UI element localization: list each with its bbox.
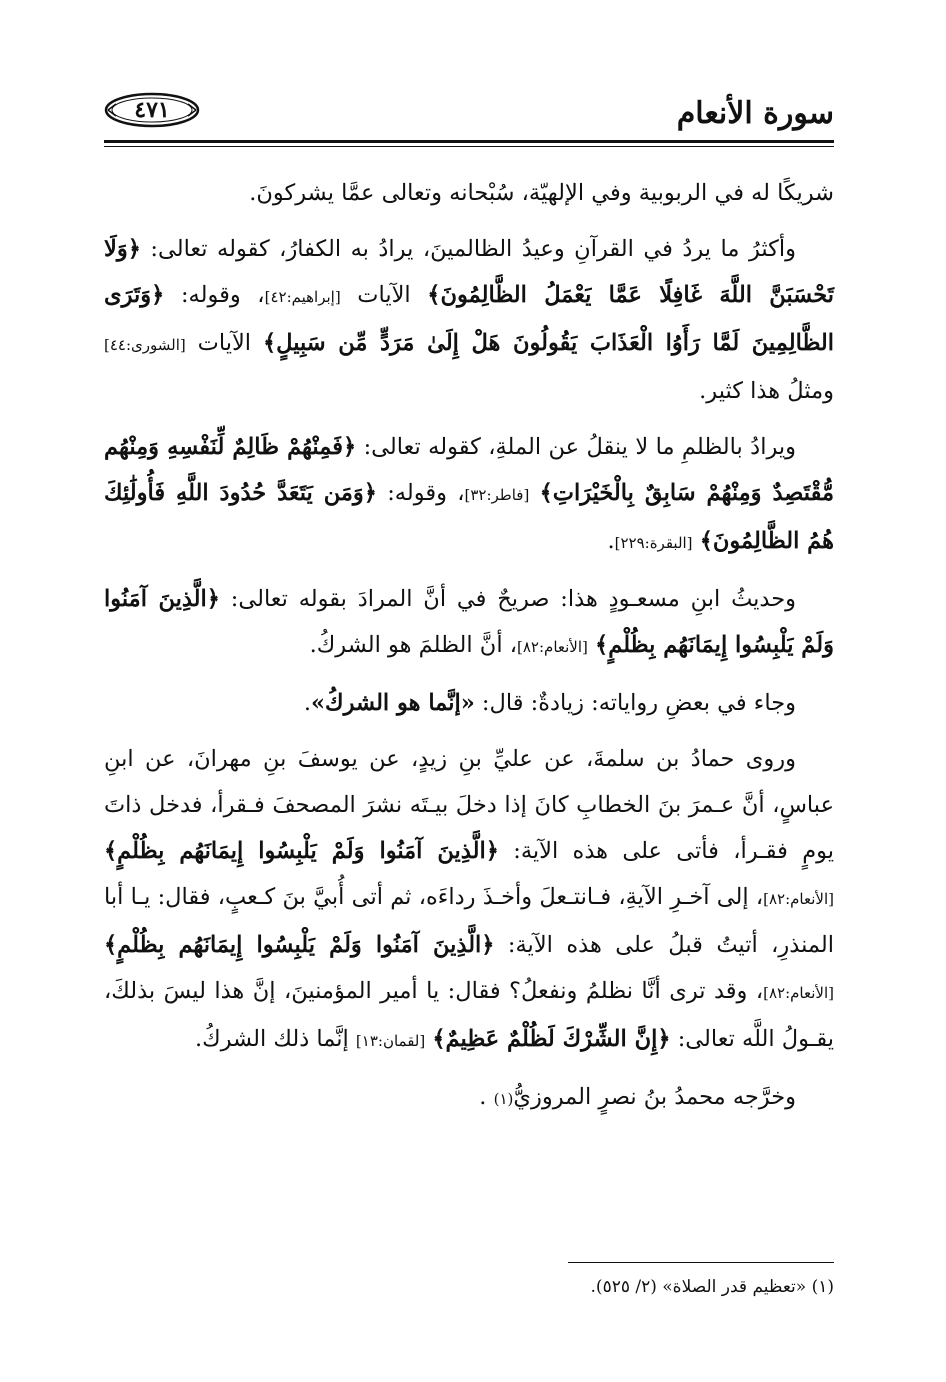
quran-quote: ﴿إِنَّ الشِّرْكَ لَظُلْمٌ عَظِيمٌ﴾ xyxy=(432,1026,671,1052)
quran-quote: ﴿وَتَرَى الظَّالِمِينَ لَمَّا رَأَوُا الْعَذَابَ يَقُولُونَ هَلْ إِلَىٰ مَرَدٍّ مِّن سَبِيلٍ﴾ xyxy=(104,282,835,356)
text-segment: إنَّما ذلك الشركُ. xyxy=(194,1026,356,1052)
quran-quote: ﴿وَمَن يَتَعَدَّ حُدُودَ اللَّهِ فَأُولَٰئِكَ هُمُ الظَّالِمُونَ﴾ xyxy=(104,480,834,554)
text-segment: وأكثرُ ما يردُ في القرآنِ وعيدُ الظالمينَ، يرادُ به الكفارُ، كقوله تعالى: xyxy=(140,236,796,262)
paragraph xyxy=(104,680,834,726)
verse-reference: [البقرة:٢٢٩] xyxy=(614,534,693,552)
verse-reference: [إبراهيم:٤٢] xyxy=(264,288,341,306)
text-segment: وجاء في بعضِ رواياته: زيادةٌ: قال: xyxy=(474,690,796,716)
quran-quote: ﴿فَمِنْهُمْ ظَالِمٌ لِّنَفْسِهِ وَمِنْهُم مُّقْتَصِدٌ وَمِنْهُمْ سَابِقٌ بِالْخَيْرَاتِ﴾ xyxy=(104,434,835,506)
text-segment: وحديثُ ابنِ مسعـودٍ هذا: صريحٌ في أنَّ المرادَ بقوله تعالى: xyxy=(219,586,797,612)
header-rule-thin xyxy=(104,146,834,147)
text-segment: وروى حمادُ بن سلمةَ، عن عليِّ بنِ زيدٍ، عن يوسفَ بنِ مهرانَ، عن ابنِ عباسٍ، أنَّ عـمرَ بنَ الخطابِ كانَ إذا دخلَ بيـتَه نشرَ المصحفَ فـقرأ، فدخل ذاتَ يومٍ فقـرأ، فأتى على هذه الآية: xyxy=(104,746,835,864)
verse-reference: [لقمان:١٣] xyxy=(355,1032,426,1050)
page-number-badge xyxy=(104,92,200,128)
paragraph xyxy=(104,576,834,670)
footnote-separator xyxy=(568,1262,834,1263)
text-segment: . xyxy=(479,1084,494,1110)
text-segment: الآيات xyxy=(340,282,428,308)
text-segment: ويرادُ بالظلمِ ما لا ينقلُ عن الملةِ، كقوله تعالى: xyxy=(356,434,796,460)
surah-title: سورة الأنعام xyxy=(676,96,834,131)
verse-reference: [الأنعام:٨٢] xyxy=(763,890,834,908)
verse-reference: [الشورى:٤٤] xyxy=(104,336,186,354)
text-segment: شريكًا له في الربوبية وفي الإلهيّة، سُبْحانه وتعالى عمَّا يشركونَ. xyxy=(249,180,834,206)
quran-quote: ﴿الَّذِينَ آمَنُوا وَلَمْ يَلْبِسُوا إِيمَانَهُم بِظُلْمٍ﴾ xyxy=(104,932,495,958)
paragraph xyxy=(104,424,834,566)
text-segment: ، أنَّ الظلمَ هو الشركُ. xyxy=(309,632,517,658)
text-segment: ، إلى آخـرِ الآيةِ، فـانتـعلَ وأخـذَ رداءَه، ثم أتى أُبيَّ بنَ كـعبٍ، فقال: يـا أبا المنذرِ، أتيتُ قبلُ على هذه الآية: xyxy=(104,884,834,958)
text-segment: ، وقوله: xyxy=(164,282,265,308)
paragraph xyxy=(104,226,834,414)
text-segment xyxy=(588,632,595,658)
page-number: ٤٧١ xyxy=(134,97,170,123)
quran-quote: «إنَّما هو الشركُ» xyxy=(310,690,475,716)
text-segment xyxy=(529,480,539,506)
header-rule-thick xyxy=(104,140,834,143)
quran-quote: ﴿الَّذِينَ آمَنُوا وَلَمْ يَلْبِسُوا إِيمَانَهُم بِظُلْمٍ﴾ xyxy=(104,838,499,864)
text-segment: ، وقد ترى أنَّا نظلمُ ونفعلُ؟ فقال: يا أمير المؤمنينَ، إنَّ هذا ليسَ بذلكَ، يقـولُ اللَّه تعالى: xyxy=(104,978,834,1052)
text-segment: . xyxy=(303,690,311,716)
text-segment: . xyxy=(607,528,615,554)
paragraph xyxy=(104,736,834,1064)
verse-reference: [الأنعام:٨٢] xyxy=(517,638,588,656)
text-segment: وخرَّجه محمدُ بنُ نصرٍ المروزيُّ xyxy=(513,1084,796,1110)
footnote: (١) «تعظيم قدر الصلاة» (٢/ ٥٢٥). xyxy=(590,1277,834,1297)
text-segment: ومثلُ هذا كثير. xyxy=(699,378,834,404)
text-segment: ، وقوله: xyxy=(376,480,465,506)
paragraph xyxy=(104,170,834,216)
verse-reference: [الأنعام:٨٢] xyxy=(763,984,834,1002)
verse-reference: [فاطر:٣٢] xyxy=(464,486,530,504)
quran-quote: ﴿وَلَا تَحْسَبَنَّ اللَّهَ غَافِلًا عَمَّا يَعْمَلُ الظَّالِمُونَ﴾ xyxy=(104,236,835,308)
main-text xyxy=(104,170,834,1132)
page-header xyxy=(104,88,834,138)
paragraph xyxy=(104,1074,834,1122)
text-segment xyxy=(693,528,700,554)
text-segment: الآيات xyxy=(185,330,263,356)
verse-reference: (١) xyxy=(493,1090,514,1108)
quran-quote: ﴿الَّذِينَ آمَنُوا وَلَمْ يَلْبِسُوا إِيمَانَهُم بِظُلْمٍ﴾ xyxy=(104,586,834,658)
